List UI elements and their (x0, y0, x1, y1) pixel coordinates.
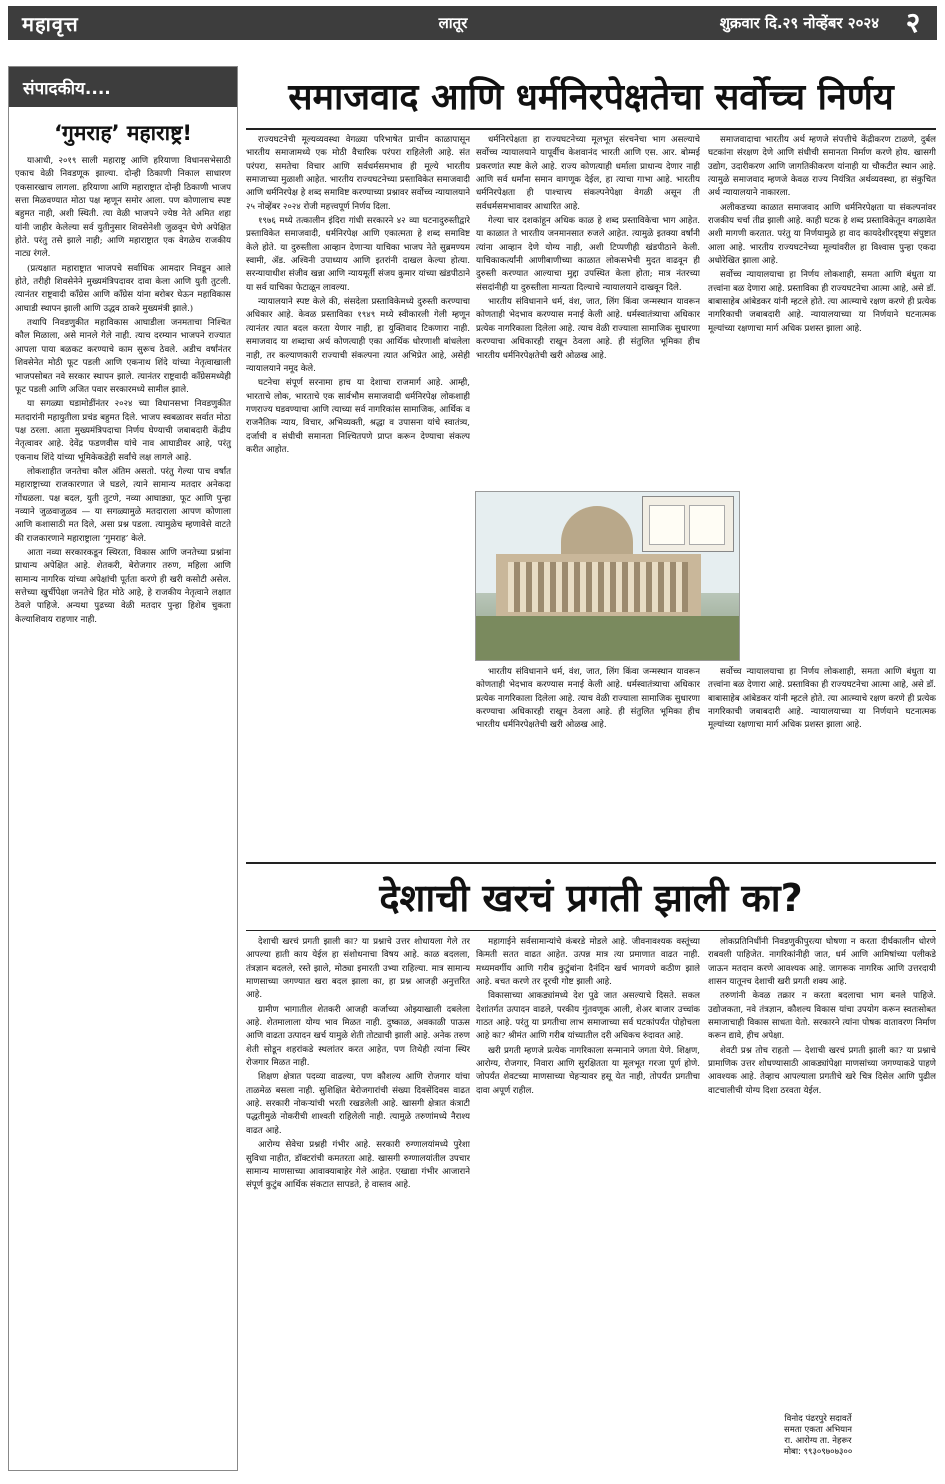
main-paragraph: भारतीय संविधानाने धर्म, वंश, जात, लिंग किंवा जन्मस्थान यावरून कोणताही भेदभाव करण्यास मनाई केली आहे. धर्मस्वातंत्र्याचा अधिकार प्रत्येक नागरिकाला दिलेला आहे. त्याच वेळी राज्याला सामाजिक सुधारणा करण्याचा अधिकारही राखून ठेवला आहे. ही संतुलित भूमिका हीच भारतीय धर्मनिरपेक्षतेची खरी ओळख आहे. (476, 297, 700, 361)
bottom-paragraph: महागाईने सर्वसामान्यांचे कंबरडे मोडले आहे. जीवनावश्यक वस्तूंच्या किमती सतत वाढत आहेत. उत्पन्न मात्र त्या प्रमाणात वाढत नाही. मध्यमवर्गीय आणि गरीब कुटुंबांना दैनंदिन खर्च भागवणे कठीण झाले आहे. बचत करणे तर दूरची गोष्ट झाली आहे. (476, 937, 700, 988)
bottom-paragraph: देशाची खरचं प्रगती झाली का? या प्रश्नाचे उत्तर शोधायला गेले तर आपल्या हाती काय येईल हा संशोधनाचा विषय आहे. काळ बदलला, तंत्रज्ञान बदलले, रस्ते झाले, मोठ्या इमारती उभ्या राहिल्या. मात्र सामान्य माणसाच्या जगण्यात खरा बदल झाला का, हा प्रश्न आजही अनुत्तरित आहे. (246, 937, 470, 1001)
main-paragraph: राज्यघटनेची मूल्यव्यवस्था वेगळ्या परिभाषेत प्राचीन काळापासून भारतीय समाजामध्ये एक मोठी वैचारिक परंपरा राहिलेली आहे. संत परंपरा, समतेचा विचार आणि सर्वधर्मसमभाव ही मूल्ये भारतीय समाजाच्या मुळाशी आहेत. भारतीय राज्यघटनेच्या प्रस्ताविकेत समाजवादी आणि धर्मनिरपेक्ष हे शब्द समाविष्ट करण्याच्या प्रश्नावर सर्वोच्च न्यायालयाने २५ नोव्हेंबर २०२४ रोजी महत्त्वपूर्ण निर्णय दिला. (246, 135, 470, 212)
main-article-headline: समाजवाद आणि धर्मनिरपेक्षतेचा सर्वोच्च निर्णय (288, 77, 894, 118)
bottom-paragraph: ग्रामीण भागातील शेतकरी आजही कर्जाच्या ओझ्याखाली दबलेला आहे. शेतमालाला योग्य भाव मिळत नाही. दुष्काळ, अवकाळी पाऊस आणि वाढता उत्पादन खर्च यामुळे शेती तोट्याची झाली आहे. अनेक तरुण शेती सोडून शहरांकडे स्थलांतर करत आहेत, पण तिथेही त्यांना स्थिर रोजगार मिळत नाही. (246, 1004, 470, 1069)
author-signature (700, 1414, 936, 1458)
bottom-paragraph: विकासाच्या आकड्यांमध्ये देश पुढे जात असल्याचे दिसते. सकल देशांतर्गत उत्पादन वाढले, परकीय गुंतवणूक आली, शेअर बाजार उच्चांक गाठत आहे. परंतु या प्रगतीचा लाभ समाजाच्या सर्व घटकांपर्यंत पोहोचला आहे का? श्रीमंत आणि गरीब यांच्यातील दरी अधिकच रुंदावत आहे. (476, 991, 700, 1042)
editorial-paragraph: लोकशाहीत जनतेचा कौल अंतिम असतो. परंतु गेल्या पाच वर्षांत महाराष्ट्राच्या राजकारणात जे घडले, त्याने सामान्य मतदार अनेकदा गोंधळला. पक्ष बदल, युती तुटणे, नव्या आघाड्या, फूट आणि पुन्हा नव्याने जुळवाजुळव — या सगळ्यामुळे मतदाराला आपण कोणाला आणि कशासाठी मत दिले, असा प्रश्न पडला. त्यामुळेच म्हणावेसे वाटते की राजकारणाने महाराष्ट्राला ‘गुमराह’ केले. (15, 466, 231, 544)
book-page-left (649, 505, 685, 545)
author-name: विनोद पंढरपुरे सदावर्ते (784, 1414, 852, 1424)
editorial-body (9, 155, 237, 627)
main-paragraph: सर्वोच्च न्यायालयाचा हा निर्णय लोकशाही, समता आणि बंधुता या तत्त्वांना बळ देणारा आहे. प्रस्ताविका ही राज्यघटनेचा आत्मा आहे, असे डॉ. बाबासाहेब आंबेडकर यांनी म्हटले होते. त्या आत्म्याचे रक्षण करणे ही प्रत्येक नागरिकाची जबाबदारी आहे. न्यायालयाच्या या निर्णयाने घटनात्मक मूल्यांच्या रक्षणाचा मार्ग अधिक प्रशस्त झाला आहे. (708, 667, 936, 731)
bottom-article-headline: देशाची खरचं प्रगती झाली का? (379, 876, 803, 920)
author-organization: समता एकता अभियान (783, 1425, 853, 1435)
editorial-paragraph: या सगळ्या घडामोडींनंतर २०२४ च्या विधानसभा निवडणुकीत मतदारांनी महायुतीला प्रचंड बहुमत दिले. भाजप स्वबळावर सर्वात मोठा पक्ष ठरला. आता मुख्यमंत्रिपदाचा निर्णय घेण्याची जबाबदारी केंद्रीय नेतृत्वावर आहे. देवेंद्र फडणवीस यांचे नाव आघाडीवर आहे, परंतु एकनाथ शिंदे यांच्या भूमिकेकडेही सर्वांचे लक्ष लागले आहे. (15, 399, 231, 463)
bottom-paragraph: आरोग्य सेवेचा प्रश्नही गंभीर आहे. सरकारी रुग्णालयांमध्ये पुरेशा सुविधा नाहीत, डॉक्टरांची कमतरता आहे. खासगी रुग्णालयांतील उपचार सामान्य माणसाच्या आवाक्याबाहेर गेले आहेत. एखाद्या गंभीर आजाराने संपूर्ण कुटुंब आर्थिक संकटात सापडते, हे वास्तव आहे. (246, 1140, 470, 1191)
bottom-headline-rule (246, 930, 936, 931)
editorial-paragraph: आता नव्या सरकारकडून स्थिरता, विकास आणि जनतेच्या प्रश्नांना प्राधान्य अपेक्षित आहे. शेतकरी, बेरोजगार तरुण, महिला आणि सामान्य नागरिक यांच्या अपेक्षांची पूर्तता करणे ही खरी कसोटी असेल. सत्तेच्या खुर्चीपेक्षा जनतेचे हित मोठे आहे, हे राजकीय नेतृत्वाने लक्षात ठेवले पाहिजे. अन्यथा पुढच्या वेळी मतदार पुन्हा हिशेब चुकता केल्याशिवाय राहणार नाही. (15, 547, 231, 625)
main-paragraph: गेल्या चार दशकांहून अधिक काळ हे शब्द प्रस्ताविकेचा भाग आहेत. या काळात ते भारतीय जनमानसात रुजले आहेत. त्यामुळे इतक्या वर्षांनी त्यांना आव्हान देणे योग्य नाही, अशी टिप्पणीही खंडपीठाने केली. याचिकाकर्त्यांनी आणीबाणीच्या काळात लोकसभेची मुदत वाढवून ही दुरुस्ती करण्यात आल्याचा मुद्दा उपस्थित केला होता; मात्र नंतरच्या संसदांनीही या दुरुस्तीला मान्यता दिल्याचे न्यायालयाने दाखवून दिले. (476, 216, 700, 293)
author-address: रा. आरोग्य ता. नेहरूर (784, 1436, 852, 1446)
main-article-column-3 (708, 134, 936, 644)
main-article-column-2 (476, 134, 700, 486)
photo-columns (508, 562, 688, 612)
bottom-paragraph: शेवटी प्रश्न तोच राहतो — देशाची खरचं प्रगती झाली का? या प्रश्नाचे प्रामाणिक उत्तर शोधण्यासाठी आकड्यांपेक्षा माणसांच्या जगण्याकडे पाहणे आवश्यक आहे. तेव्हाच आपल्याला प्रगतीचे खरे चित्र दिसेल आणि पुढील वाटचालीची योग्य दिशा ठरवता येईल. (708, 1045, 936, 1096)
main-paragraph: भारतीय संविधानाने धर्म, वंश, जात, लिंग किंवा जन्मस्थान यावरून कोणताही भेदभाव करण्यास मनाई केली आहे. धर्मस्वातंत्र्याचा अधिकार प्रत्येक नागरिकाला दिलेला आहे. त्याच वेळी राज्याला सामाजिक सुधारणा करण्याचा अधिकारही राखून ठेवला आहे. ही संतुलित भूमिका हीच भारतीय धर्मनिरपेक्षतेची खरी ओळख आहे. (476, 667, 700, 731)
bottom-paragraph: तरुणांनी केवळ तक्रार न करता बदलाचा भाग बनले पाहिजे. उद्योजकता, नवे तंत्रज्ञान, कौशल्य विकास यांचा उपयोग करून स्वतःसोबत समाजाचाही विकास साधता येतो. सरकारने त्यांना पोषक वातावरण निर्माण करून द्यावे, हीच अपेक्षा. (708, 991, 936, 1042)
bottom-article-column-3 (708, 936, 936, 1410)
editorial-headline: ‘गुमराह’ महाराष्ट्र! (54, 121, 192, 145)
section-rule (246, 862, 936, 864)
headline-rule (246, 128, 936, 130)
bottom-paragraph: शिक्षण क्षेत्रात पदव्या वाढल्या, पण कौशल्य आणि रोजगार यांचा ताळमेळ बसला नाही. सुशिक्षित बेरोजगारांची संख्या दिवसेंदिवस वाढत आहे. सरकारी नोकऱ्यांची भरती रखडलेली आहे. खासगी क्षेत्रात कंत्राटी पद्धतीमुळे नोकरीची शाश्वती राहिलेली नाही. त्यामुळे तरुणांमध्ये नैराश्य वाढत आहे. (246, 1072, 470, 1136)
editorial-banner: संपादकीय.... (9, 67, 237, 107)
editorial-paragraph: (प्रत्यक्षात महाराष्ट्रात भाजपचे सर्वाधिक आमदार निवडून आले होते, तरीही शिवसेनेने मुख्यमंत्रिपदावर दावा केला आणि युती तुटली. त्यानंतर राष्ट्रवादी काँग्रेस आणि काँग्रेस यांना बरोबर घेऊन महाविकास आघाडी स्थापन झाली आणि उद्धव ठाकरे मुख्यमंत्री झाले.) (15, 263, 231, 314)
editorial-column (8, 66, 238, 1471)
newspaper-name: महावृत्त (22, 11, 79, 36)
book-page-right (689, 505, 725, 545)
main-paragraph: समाजवादाचा भारतीय अर्थ म्हणजे संपत्तीचे केंद्रीकरण टाळणे, दुर्बल घटकांना संरक्षण देणे आणि संधीची समानता निर्माण करणे होय. खासगी उद्योग, उदारीकरण आणि जागतिकीकरण यांनाही या चौकटीत स्थान आहे. त्यामुळे समाजवाद म्हणजे केवळ राज्य नियंत्रित अर्थव्यवस्था, हा संकुचित अर्थ न्यायालयाने नाकारला. (708, 135, 936, 199)
city-label: लातूर (438, 14, 468, 32)
main-paragraph: अलीकडच्या काळात समाजवाद आणि धर्मनिरपेक्षता या संकल्पनांवर राजकीय चर्चा तीव्र झाली आहे. काही घटक हे शब्द प्रस्ताविकेतून वगळावेत अशी मागणी करतात. परंतु या निर्णयामुळे हा वाद कायदेशीरदृष्ट्या संपुष्टात आला आहे. भारतीय राज्यघटनेच्या मूल्यांवरील हा विश्वास पुन्हा एकदा अधोरेखित झाला आहे. (708, 202, 936, 267)
main-article-column-1 (246, 134, 470, 861)
editorial-paragraph: तथापि निवडणुकीत महाविकास आघाडीला जनमताचा निश्चित कौल मिळाला, असे मानले गेले नाही. त्याच दरम्यान भाजपने राज्यात आपला पाया बळकट करण्याचे काम सुरूच ठेवले. अडीच वर्षांनंतर शिवसेनेत मोठी फूट पडली आणि एकनाथ शिंदे यांच्या नेतृत्वाखाली भाजपसोबत नवे सरकार स्थापन झाले. त्यानंतर राष्ट्रवादी काँग्रेसमध्येही फूट पडली आणि अजित पवार सरकारमध्ये सामील झाले. (15, 318, 231, 395)
issue-date: शुक्रवार दि.२९ नोव्हेंबर २०२४ (719, 14, 879, 32)
masthead (8, 6, 937, 40)
author-phone: मोबा: ९९३०९७०७३०० (783, 1447, 853, 1457)
main-article-column-3b (708, 666, 936, 861)
main-article-column-2b (476, 666, 700, 861)
photo-lawn (476, 616, 739, 660)
constitution-book-photo (642, 496, 734, 552)
main-paragraph: न्यायालयाने स्पष्ट केले की, संसदेला प्रस्ताविकेमध्ये दुरुस्ती करण्याचा अधिकार आहे. केवळ प्रस्ताविका १९४९ मध्ये स्वीकारली गेली म्हणून त्यानंतर त्यात बदल करता येणार नाही, हा युक्तिवाद टिकणारा नाही. समाजवाद या शब्दाचा अर्थ कोणत्याही एका आर्थिक धोरणाशी बांधलेला नाही, तर कल्याणकारी राज्याची संकल्पना त्यात अभिप्रेत आहे, असेही न्यायालयाने नमूद केले. (246, 297, 470, 374)
editorial-paragraph: याआधी, २०१९ साली महाराष्ट्र आणि हरियाणा विधानसभेसाठी एकाच वेळी निवडणूक झाल्या. दोन्ही ठिकाणी निकाल साधारण एकसारखाच लागला. हरियाणा आणि महाराष्ट्रात दोन्ही ठिकाणी भाजप सत्ता मिळवण्यात मोठा पक्ष म्हणून समोर आला. पण कोणालाच स्पष्ट बहुमत नाही, अशी स्थिती. त्या वेळी भाजपने ज्येष्ठ नेते अमित शहा यांनी जाहीर केलेल्या सर्व युतीनुसार शिवसेनेशी जुळवून घेणे अपेक्षित होते. परंतु तसे झाले नाही; आणि महाराष्ट्रात एक वेगळेच राजकीय नाट्य रंगले. (15, 156, 231, 260)
main-paragraph: सर्वोच्च न्यायालयाचा हा निर्णय लोकशाही, समता आणि बंधुता या तत्त्वांना बळ देणारा आहे. प्रस्ताविका ही राज्यघटनेचा आत्मा आहे, असे डॉ. बाबासाहेब आंबेडकर यांनी म्हटले होते. त्या आत्म्याचे रक्षण करणे ही प्रत्येक नागरिकाची जबाबदारी आहे. न्यायालयाच्या या निर्णयाने घटनात्मक मूल्यांच्या रक्षणाचा मार्ग अधिक प्रशस्त झाला आहे. (708, 270, 936, 334)
bottom-article-column-2 (476, 936, 700, 1471)
main-paragraph: धर्मनिरपेक्षता हा राज्यघटनेच्या मूलभूत संरचनेचा भाग असल्याचे सर्वोच्च न्यायालयाने यापूर्वीच केशवानंद भारती आणि एस. आर. बोम्मई प्रकरणांत स्पष्ट केले आहे. राज्य कोणत्याही धर्माला प्राधान्य देणार नाही आणि सर्व धर्मांना समान वागणूक देईल, हा त्याचा गाभा आहे. भारतीय धर्मनिरपेक्षता ही पाश्चात्त्य संकल्पनेपेक्षा वेगळी असून ती सर्वधर्मसमभावावर आधारित आहे. (476, 135, 700, 212)
bottom-paragraph: लोकप्रतिनिधींनी निवडणुकीपुरत्या घोषणा न करता दीर्घकालीन धोरणे राबवली पाहिजेत. नागरिकांनीही जात, धर्म आणि आमिषांच्या पलीकडे जाऊन मतदान करणे आवश्यक आहे. जागरूक नागरिक आणि उत्तरदायी शासन यातूनच देशाची खरी प्रगती शक्य आहे. (708, 937, 936, 988)
main-paragraph: घटनेचा संपूर्ण सरनामा हाच या देशाचा राजमार्ग आहे. आम्ही, भारताचे लोक, भारताचे एक सार्वभौम समाजवादी धर्मनिरपेक्ष लोकशाही गणराज्य घडवण्याचा आणि त्याच्या सर्व नागरिकांस सामाजिक, आर्थिक व राजनैतिक न्याय, विचार, अभिव्यक्ती, श्रद्धा व उपासना यांचे स्वातंत्र्य, दर्जाची व संधीची समानता निश्चितपणे प्राप्त करून देण्याचा संकल्प करीत आहोत. (246, 378, 470, 455)
main-paragraph: १९७६ मध्ये तत्कालीन इंदिरा गांधी सरकारने ४२ व्या घटनादुरुस्तीद्वारे प्रस्ताविकेत समाजवादी, धर्मनिरपेक्ष आणि एकात्मता हे शब्द समाविष्ट केले होते. या दुरुस्तीला आव्हान देणाऱ्या याचिका भाजप नेते सुब्रमण्यम स्वामी, ॲड. अश्विनी उपाध्याय आणि इतरांनी दाखल केल्या होत्या. सरन्यायाधीश संजीव खन्ना आणि न्यायमूर्ती संजय कुमार यांच्या खंडपीठाने या सर्व याचिका फेटाळून लावल्या. (246, 216, 470, 293)
bottom-paragraph: खरी प्रगती म्हणजे प्रत्येक नागरिकाला सन्मानाने जगता येणे. शिक्षण, आरोग्य, रोजगार, निवारा आणि सुरक्षितता या मूलभूत गरजा पूर्ण होणे. जोपर्यंत शेवटच्या माणसाच्या चेहऱ्यावर हसू येत नाही, तोपर्यंत प्रगतीचा दावा अपूर्ण राहील. (476, 1045, 700, 1096)
page-number: २ (893, 6, 933, 40)
bottom-article-column-1 (246, 936, 470, 1471)
